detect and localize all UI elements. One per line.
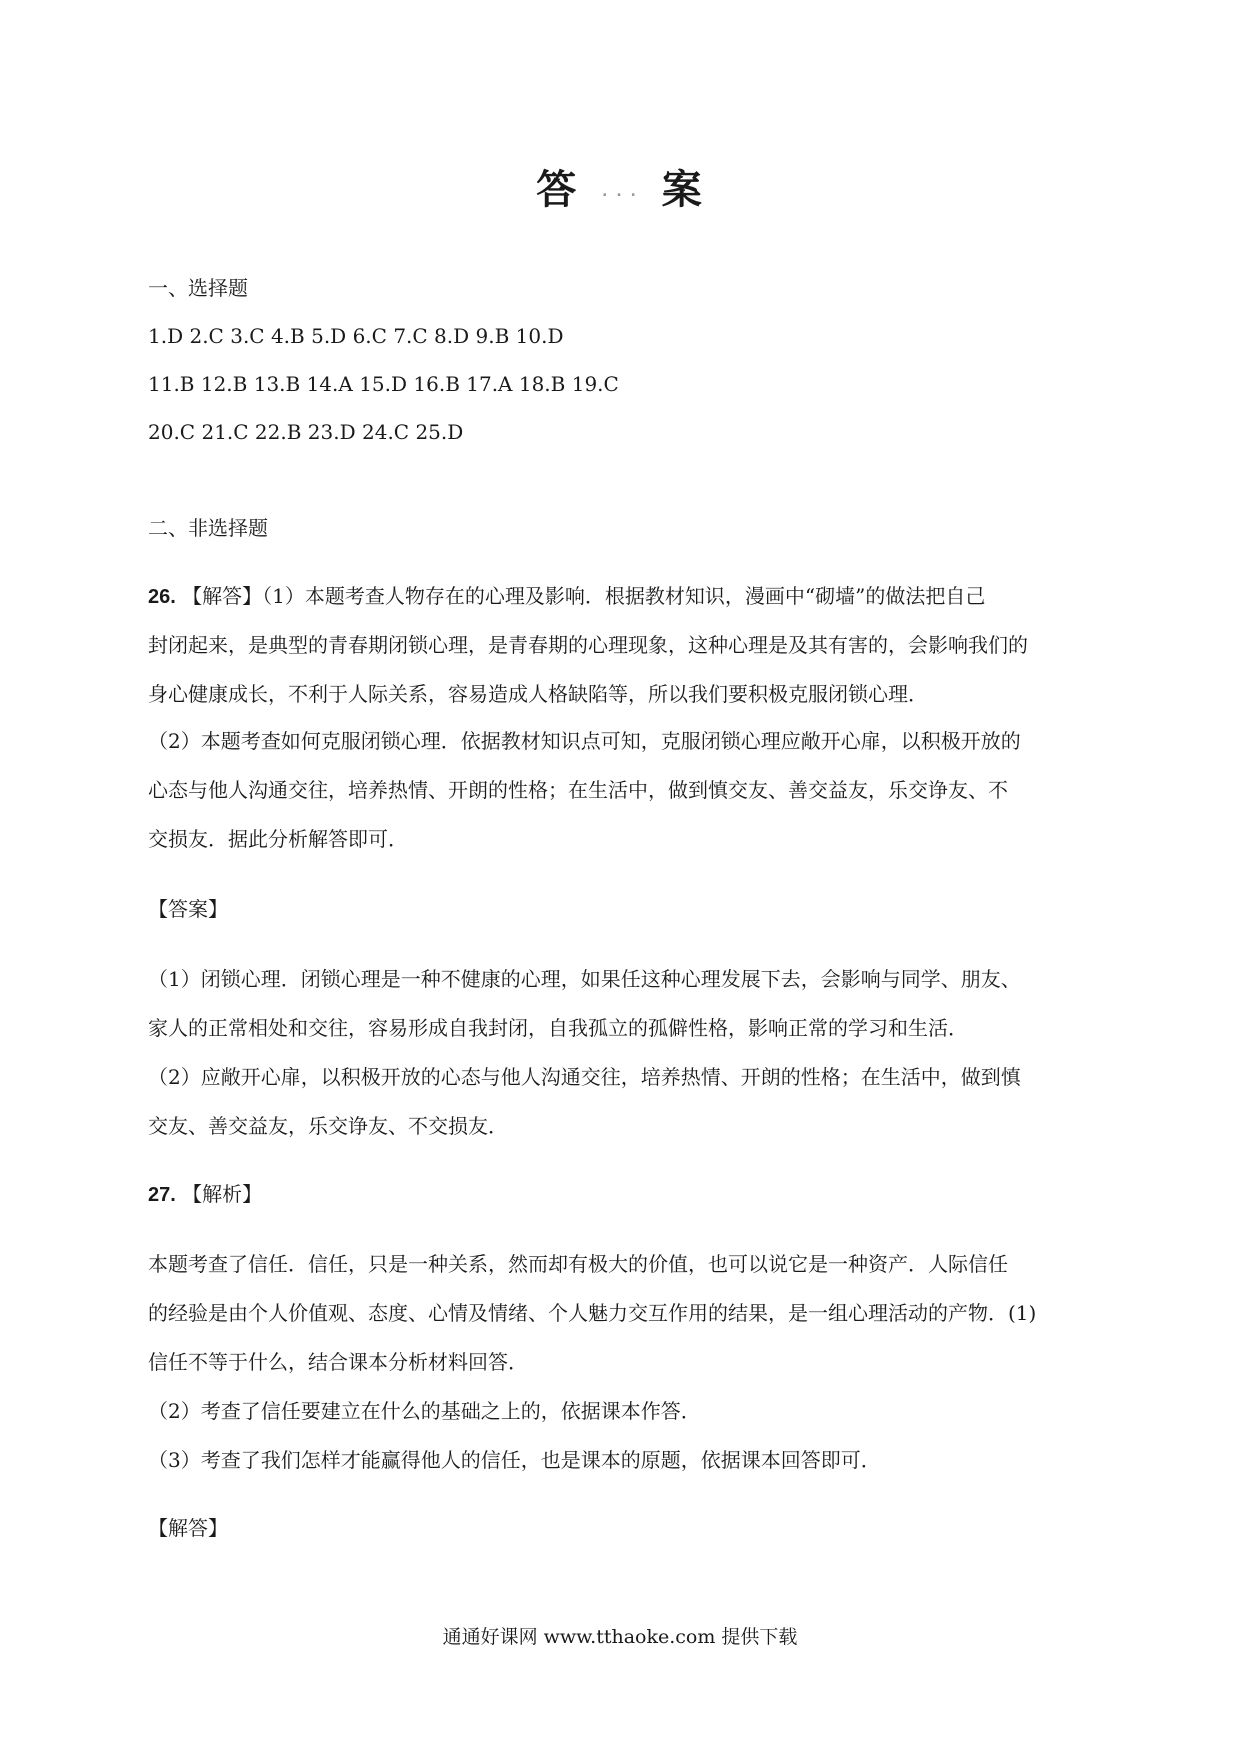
q27-number: 27.	[148, 1184, 176, 1206]
title-left-char: 答	[536, 167, 579, 213]
q26-answer-label: 【答案】	[148, 897, 228, 921]
q27-line: 的经验是由个人价值观、态度、心情及情绪、个人魅力交互作用的结果，是一组心理活动的产物．(1)	[148, 1301, 1037, 1325]
q27-first-line	[148, 1180, 262, 1209]
q26-explain-line: （2）本题考查如何克服闭锁心理．依据教材知识点可知，克服闭锁心理应敞开心扉，以积极开放的	[148, 729, 1021, 753]
q26-answer-line: （2）应敞开心扉，以积极开放的心态与他人沟通交往，培养热情、开朗的性格；在生活中，做到慎	[148, 1065, 1021, 1089]
q26-explain-line: 身心健康成长，不利于人际关系，容易造成人格缺陷等，所以我们要积极克服闭锁心理．	[148, 682, 928, 706]
q27-line: 本题考查了信任．信任，只是一种关系，然而却有极大的价值，也可以说它是一种资产．人际信任	[148, 1252, 1008, 1276]
q26-number: 26.	[148, 586, 176, 608]
title-dots: . . .	[602, 184, 638, 200]
q27-answer-label: 【解答】	[148, 1516, 228, 1540]
q26-explain-line: 封闭起来，是典型的青春期闭锁心理，是青春期的心理现象，这种心理是及其有害的，会影响我们的	[148, 633, 1028, 657]
q26-explain-line: 交损友．据此分析解答即可．	[148, 827, 408, 851]
mc-answers-line-3: 20.C 21.C 22.B 23.D 24.C 25.D	[148, 420, 464, 444]
q26-first-line	[148, 582, 985, 611]
mc-answers-line-1: 1.D 2.C 3.C 4.B 5.D 6.C 7.C 8.D 9.B 10.D	[148, 324, 564, 348]
q27-line: 信任不等于什么，结合课本分析材料回答．	[148, 1350, 528, 1374]
q26-answer-line: 家人的正常相处和交往，容易形成自我封闭，自我孤立的孤僻性格，影响正常的学习和生活．	[148, 1016, 968, 1040]
title-right-char: 案	[661, 167, 704, 213]
q26-explain-line: 心态与他人沟通交往，培养热情、开朗的性格；在生活中，做到慎交友、善交益友，乐交诤友、不	[148, 778, 1008, 802]
q26-answer-line: 交友、善交益友，乐交诤友、不交损友．	[148, 1114, 508, 1138]
section1-heading: 一、选择题	[148, 276, 248, 300]
footer-download-note: 通通好课网 www.tthaoke.com 提供下载	[442, 1626, 798, 1648]
q27-line: （2）考查了信任要建立在什么的基础之上的，依据课本作答．	[148, 1399, 701, 1423]
page-title	[0, 158, 1240, 215]
mc-answers-line-2: 11.B 12.B 13.B 14.A 15.D 16.B 17.A 18.B 19.C	[148, 372, 619, 396]
q26-answer-line: （1）闭锁心理．闭锁心理是一种不健康的心理，如果任这种心理发展下去，会影响与同学、朋友、	[148, 967, 1021, 991]
q26-line1: 【解答】（1）本题考查人物存在的心理及影响．根据教材知识，漫画中“砌墙”的做法把自己	[182, 584, 986, 608]
section2-heading: 二、非选择题	[148, 516, 268, 540]
q27-line: （3）考查了我们怎样才能赢得他人的信任，也是课本的原题，依据课本回答即可．	[148, 1448, 881, 1472]
q27-label: 【解析】	[182, 1182, 263, 1206]
